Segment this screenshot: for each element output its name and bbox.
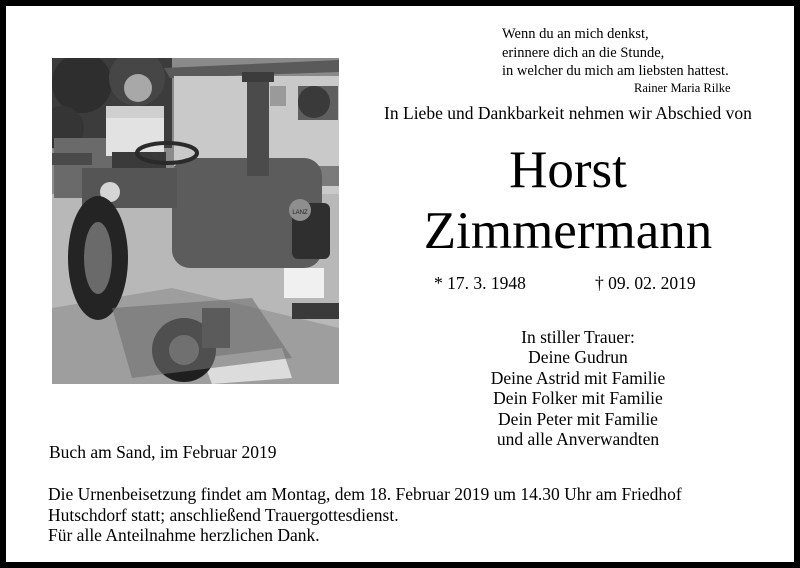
- notice-line: Für alle Anteilnahme herzlichen Dank.: [48, 525, 320, 545]
- mourners-list: [430, 327, 726, 449]
- mourner-entry: Deine Astrid mit Familie: [490, 367, 666, 388]
- mourner-entry: und alle Anverwandten: [496, 429, 660, 450]
- rilke-poem: [502, 25, 729, 81]
- mourner-entry: Dein Folker mit Familie: [493, 388, 663, 409]
- notice-line: Hutschdorf statt; anschließend Trauergottesdienst.: [48, 504, 399, 525]
- farewell-intro: In Liebe und Dankbarkeit nehmen wir Abschied von: [384, 103, 752, 123]
- poem-line: Wenn du an mich denkst,: [502, 26, 649, 42]
- poem-author: Rainer Maria Rilke: [634, 81, 731, 95]
- mourner-entry: Deine Gudrun: [528, 347, 628, 368]
- mourner-entry: Dein Peter mit Familie: [498, 408, 658, 429]
- mourners-heading: In stiller Trauer:: [521, 327, 635, 347]
- deceased-last-name: Zimmermann: [423, 202, 713, 260]
- birth-date: * 17. 3. 1948: [434, 273, 526, 293]
- poem-line: in welcher du mich am liebsten hattest.: [502, 63, 729, 80]
- place-and-date: Buch am Sand, im Februar 2019: [49, 442, 277, 462]
- poem-line: erinnere dich an die Stunde,: [502, 44, 665, 61]
- notice-line: Die Urnenbeisetzung findet am Montag, dem 18. Februar 2019 um 14.30 Uhr am Friedhof: [48, 484, 682, 504]
- tractor-badge: LANZ: [292, 210, 308, 216]
- death-date: † 09. 02. 2019: [595, 273, 696, 293]
- tractor-photo: [52, 58, 339, 384]
- deceased-first-name: Horst: [509, 141, 627, 199]
- funeral-notice: [48, 484, 682, 546]
- obituary-card: [6, 6, 794, 562]
